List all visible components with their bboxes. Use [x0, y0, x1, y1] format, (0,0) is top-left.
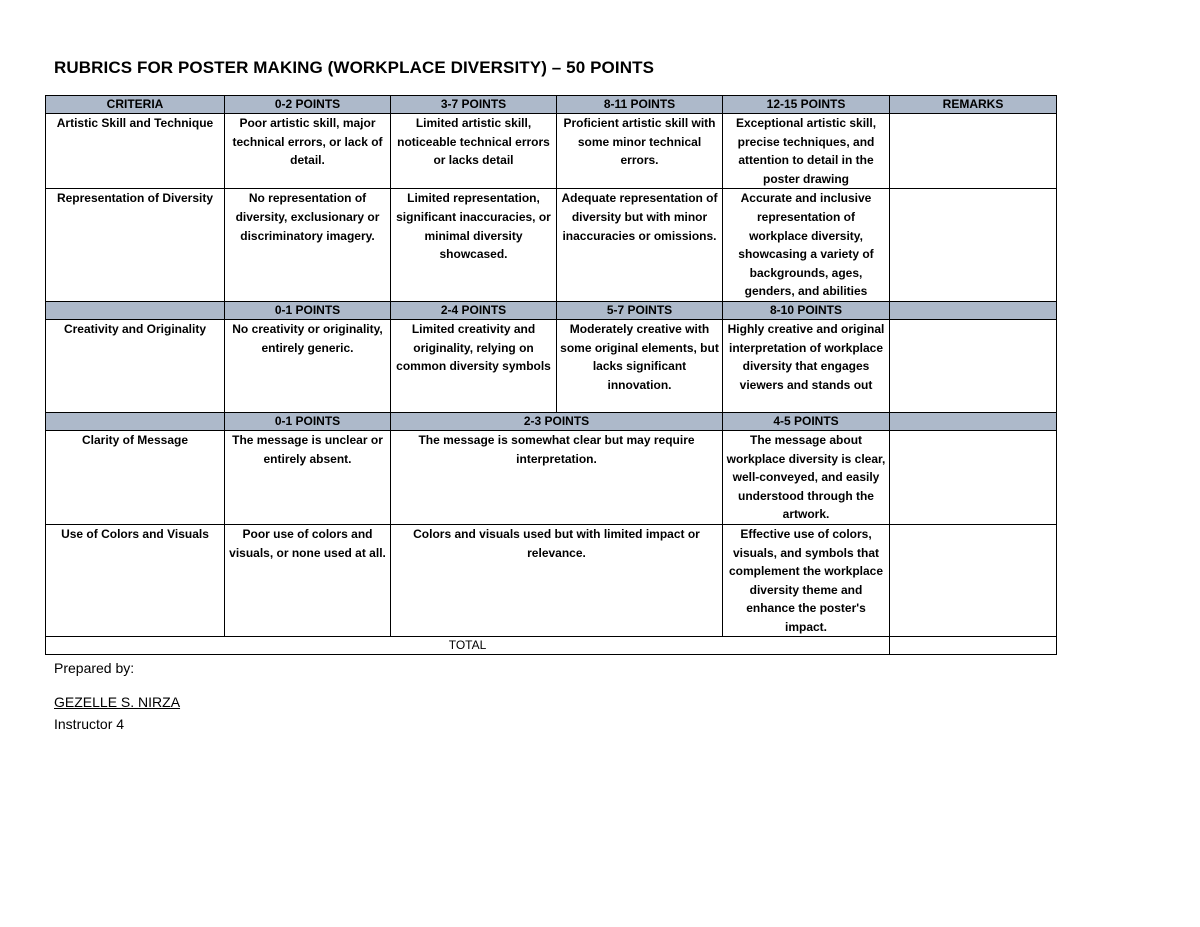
descriptor-cell: Colors and visuals used but with limited impact or relevance.: [391, 524, 723, 637]
descriptor-cell: Poor artistic skill, major technical errors, or lack of detail.: [225, 114, 391, 189]
preparer-name: GEZELLE S. NIRZA: [54, 694, 181, 710]
descriptor-cell: The message is unclear or entirely absent.: [225, 430, 391, 524]
descriptor-cell: Limited artistic skill, noticeable technical errors or lacks detail: [391, 114, 557, 189]
remarks-cell[interactable]: [890, 319, 1057, 412]
descriptor-cell: Accurate and inclusive representation of workplace diversity, showcasing a variety of backgrounds, ages, genders, and abilities: [723, 189, 890, 302]
descriptor-cell: Moderately creative with some original elements, but lacks significant innovation.: [557, 319, 723, 412]
band-0-1-points: 0-1 POINTS: [225, 301, 391, 319]
descriptor-cell: Poor use of colors and visuals, or none used at all.: [225, 524, 391, 637]
table-row: [46, 189, 1057, 302]
table-row: [46, 524, 1057, 637]
header-criteria: CRITERIA: [46, 96, 225, 114]
descriptor-cell: Exceptional artistic skill, precise techniques, and attention to detail in the poster drawing: [723, 114, 890, 189]
remarks-cell[interactable]: [890, 114, 1057, 189]
criteria-creativity: Creativity and Originality: [46, 319, 225, 412]
prepared-by-label: Prepared by:: [54, 660, 135, 676]
header-0-2-points: 0-2 POINTS: [225, 96, 391, 114]
descriptor-cell: The message is somewhat clear but may require interpretation.: [391, 430, 723, 524]
points-band-row: [46, 412, 1057, 430]
document-title: RUBRICS FOR POSTER MAKING (WORKPLACE DIVERSITY) – 50 POINTS: [54, 58, 655, 77]
band-blank: [46, 301, 225, 319]
band-blank: [46, 412, 225, 430]
descriptor-cell: Highly creative and original interpretation of workplace diversity that engages viewers and stands out: [723, 319, 890, 412]
descriptor-cell: Limited representation, significant inaccuracies, or minimal diversity showcased.: [391, 189, 557, 302]
descriptor-cell: Adequate representation of diversity but with minor inaccuracies or omissions.: [557, 189, 723, 302]
table-row: [46, 430, 1057, 524]
band-4-5-points: 4-5 POINTS: [723, 412, 890, 430]
descriptor-cell: Limited creativity and originality, relying on common diversity symbols: [391, 319, 557, 412]
criteria-clarity: Clarity of Message: [46, 430, 225, 524]
table-row: [46, 114, 1057, 189]
band-5-7-points: 5-7 POINTS: [557, 301, 723, 319]
header-remarks: REMARKS: [890, 96, 1057, 114]
table-row: [46, 319, 1057, 412]
band-blank: [890, 301, 1057, 319]
band-2-3-points: 2-3 POINTS: [391, 412, 723, 430]
rubric-table: [45, 95, 1057, 655]
total-row: [46, 637, 1057, 655]
header-3-7-points: 3-7 POINTS: [391, 96, 557, 114]
criteria-representation: Representation of Diversity: [46, 189, 225, 302]
total-label: TOTAL: [46, 637, 890, 655]
header-8-11-points: 8-11 POINTS: [557, 96, 723, 114]
descriptor-cell: No creativity or originality, entirely generic.: [225, 319, 391, 412]
remarks-cell[interactable]: [890, 524, 1057, 637]
descriptor-cell: Effective use of colors, visuals, and symbols that complement the workplace diversity theme and enhance the poster's impact.: [723, 524, 890, 637]
descriptor-cell: Proficient artistic skill with some minor technical errors.: [557, 114, 723, 189]
preparer-role: Instructor 4: [54, 716, 125, 732]
band-0-1-points: 0-1 POINTS: [225, 412, 391, 430]
criteria-artistic-skill: Artistic Skill and Technique: [46, 114, 225, 189]
remarks-cell[interactable]: [890, 189, 1057, 302]
band-blank: [890, 412, 1057, 430]
band-8-10-points: 8-10 POINTS: [723, 301, 890, 319]
band-2-4-points: 2-4 POINTS: [391, 301, 557, 319]
header-12-15-points: 12-15 POINTS: [723, 96, 890, 114]
remarks-cell[interactable]: [890, 430, 1057, 524]
header-row: [46, 96, 1057, 114]
descriptor-cell: The message about workplace diversity is clear, well-conveyed, and easily understood through the artwork.: [723, 430, 890, 524]
criteria-colors-visuals: Use of Colors and Visuals: [46, 524, 225, 637]
points-band-row: [46, 301, 1057, 319]
total-remarks-cell[interactable]: [890, 637, 1057, 655]
descriptor-cell: No representation of diversity, exclusionary or discriminatory imagery.: [225, 189, 391, 302]
